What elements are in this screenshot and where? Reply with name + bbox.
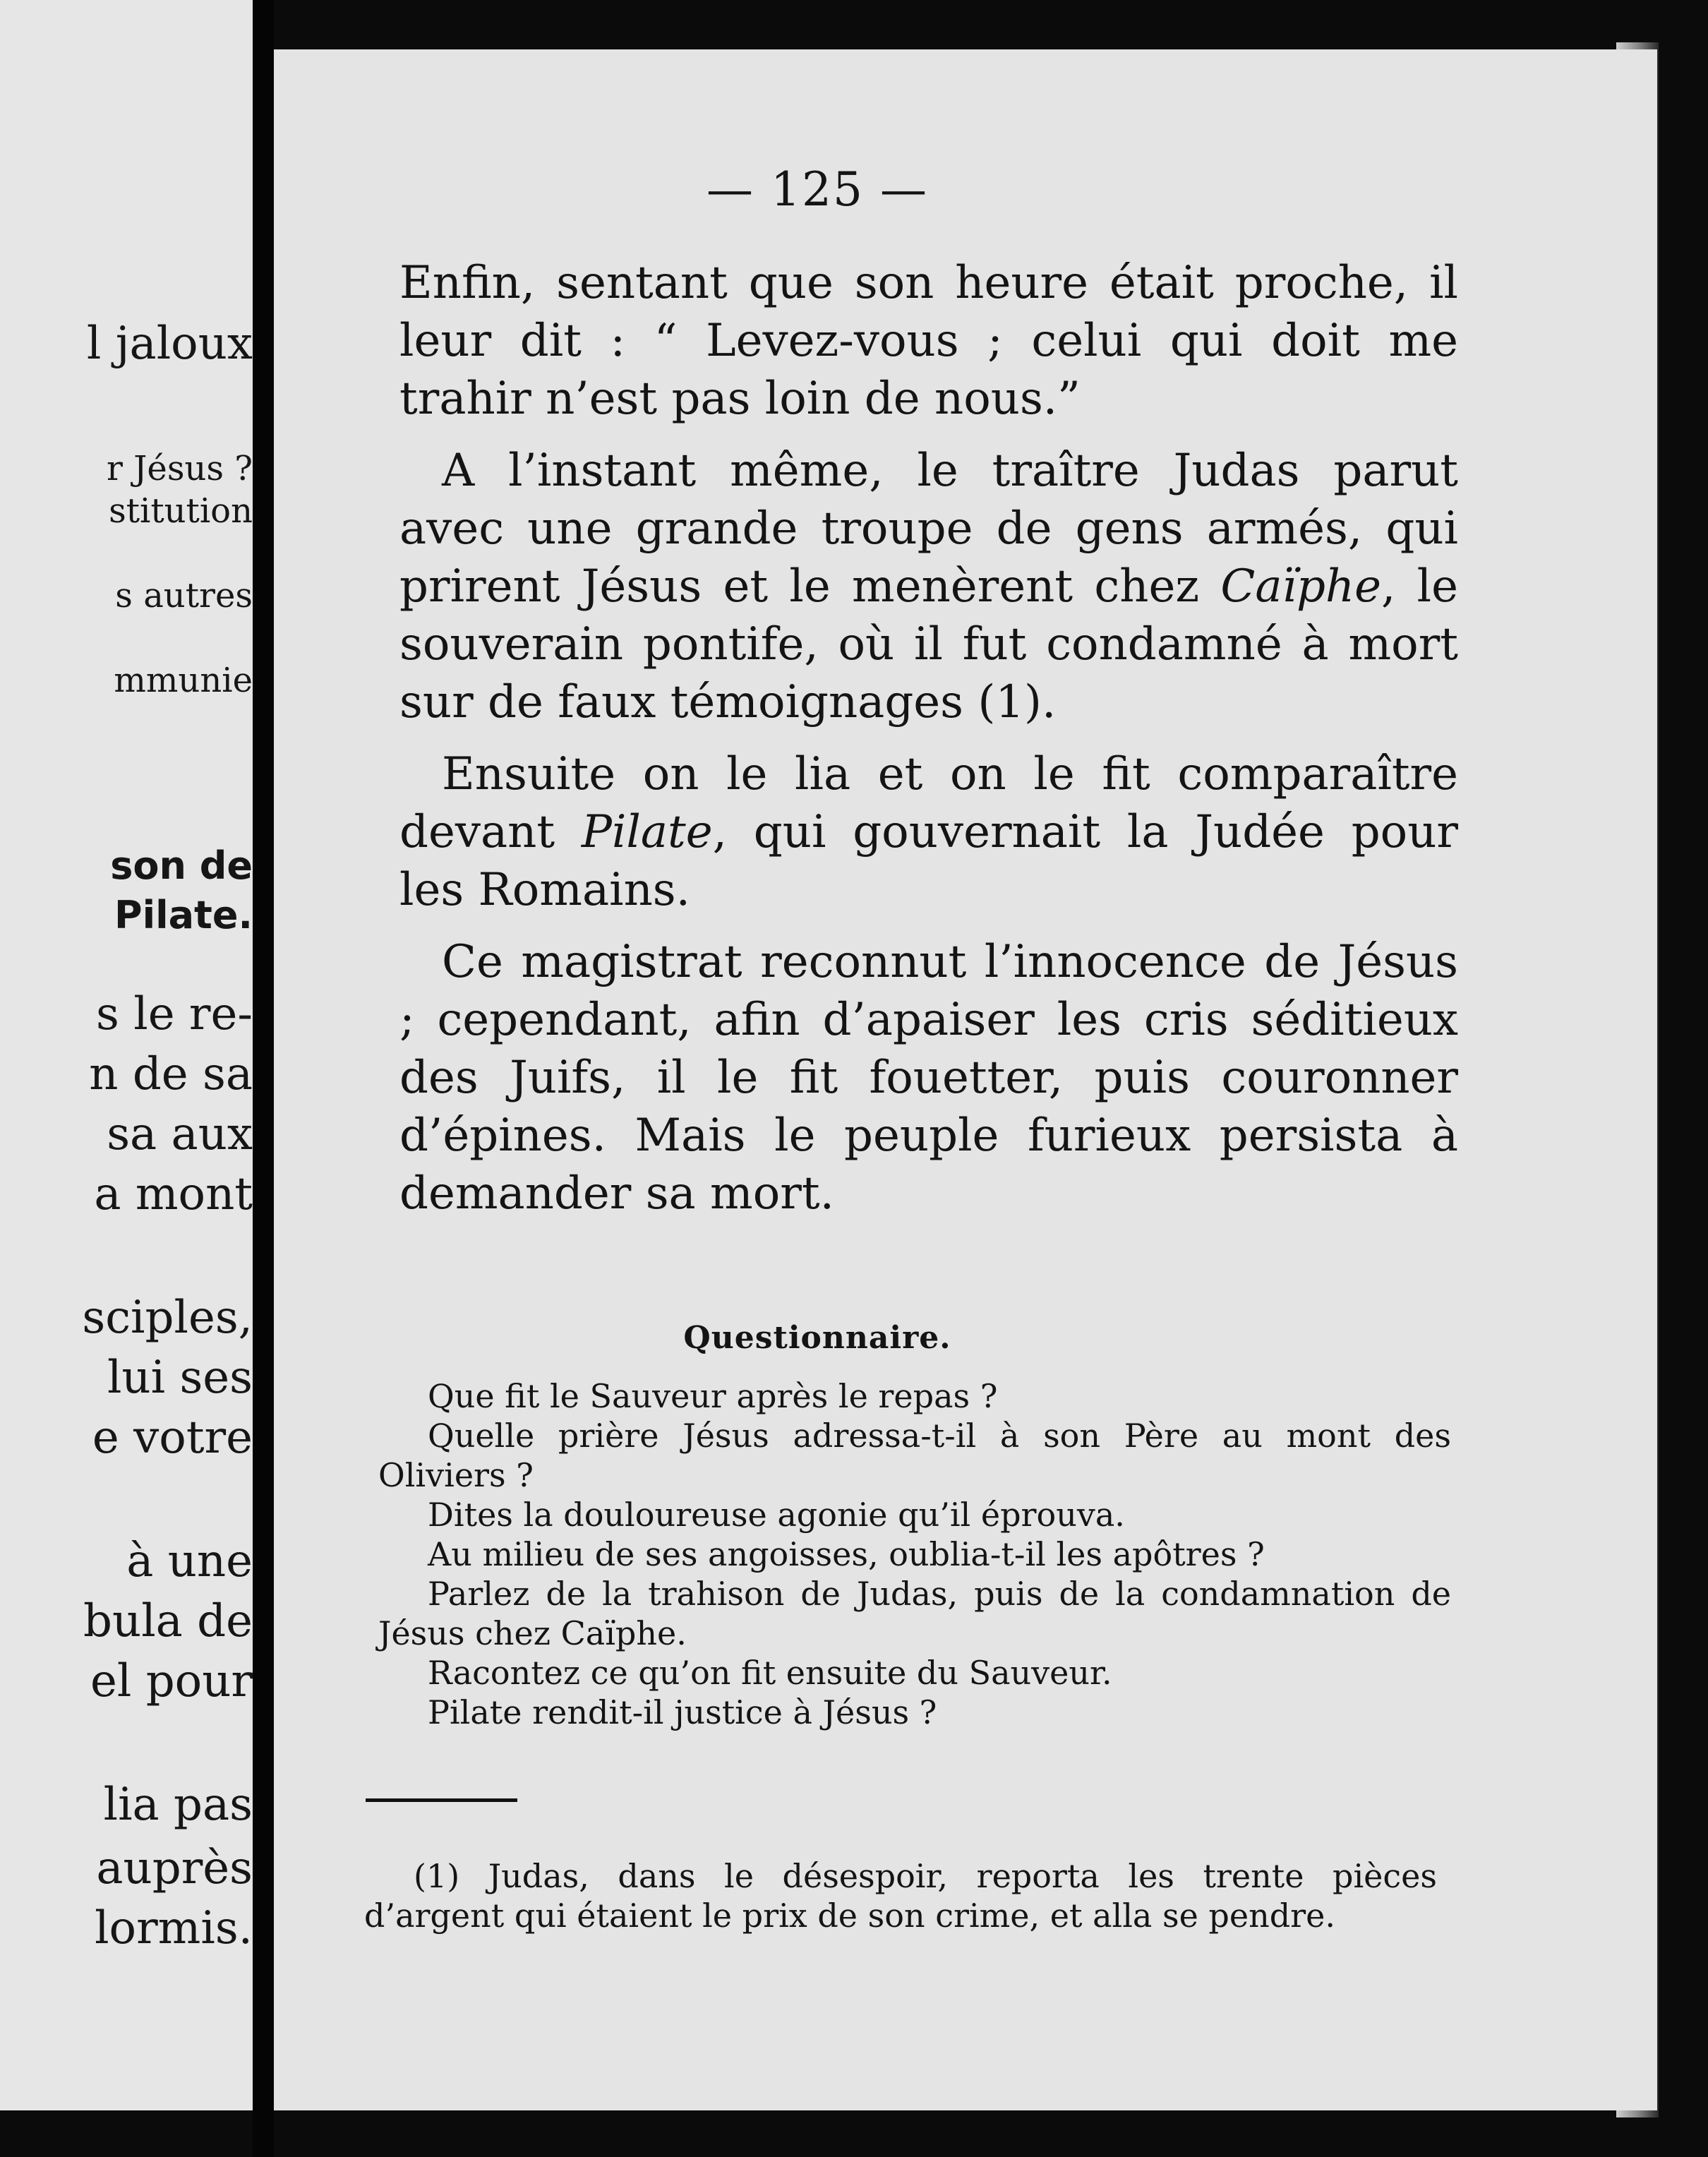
previous-page-fragment — [0, 0, 253, 2110]
name-pilate: Pilate — [581, 806, 713, 858]
left-page-line: stitution — [109, 491, 253, 531]
paragraph-1: Enfin, sentant que son heure était proche, il leur dit : “ Levez-vous ; celui qui doit me trahir n’est pas loin de nous.” — [399, 257, 1458, 425]
paragraph-3: Ensuite on le lia et on le fit comparaître devant Pilate, qui gouvernait la Judée pour les Romains. — [399, 748, 1459, 916]
footnote-text: (1) Judas, dans le désespoir, reporta les trente pièces d’argent qui étaient le prix de son crime, et alla se pendre. — [364, 1857, 1437, 1935]
question-item: Au milieu de ses angoisses, oublia-t-il les apôtres ? — [428, 1535, 1265, 1573]
question-item: Pilate rendit-il justice à Jésus ? — [428, 1693, 937, 1731]
questionnaire-title: Questionnaire. — [683, 1320, 951, 1356]
page-125 — [274, 49, 1657, 2110]
question-item: Racontez ce qu’on fit ensuite du Sauveur. — [428, 1654, 1112, 1692]
left-page-line: r Jésus ? — [106, 449, 253, 488]
book-gutter — [253, 0, 274, 2157]
paragraph-4: Ce magistrat reconnut l’innocence de Jésus ; cependant, afin d’apaiser les cris séditieux des Juifs, il le fit fouetter, puis couronner d’épines. Mais le peuple furieux persista à demander sa mort. — [399, 936, 1458, 1220]
left-page-line: s le re- — [96, 988, 253, 1040]
footnote-divider — [366, 1798, 517, 1802]
question-item: Parlez de la trahison de Judas, puis de la condamnation de Jésus chez Caïphe. — [378, 1575, 1451, 1652]
question-item: Dites la douloureuse agonie qu’il éprouva. — [428, 1496, 1125, 1534]
left-page-line: lui ses — [107, 1352, 253, 1404]
left-page-line: l jaloux — [86, 318, 253, 370]
left-page-line: s autres — [115, 576, 253, 615]
left-page-line: bula de — [83, 1595, 253, 1647]
left-page-line: e votre — [92, 1412, 253, 1464]
left-page-line: sciples, — [82, 1292, 253, 1344]
left-page-line: a mont — [94, 1168, 253, 1220]
left-page-line: à une — [126, 1535, 253, 1587]
question-item: Que fit le Sauveur après le repas ? — [428, 1377, 998, 1415]
name-caiphe: Caïphe — [1220, 560, 1382, 613]
questionnaire-list — [378, 1376, 1451, 1732]
left-page-line: n de sa — [89, 1048, 253, 1100]
paragraph-2: A l’instant même, le traître Judas parut avec une grande troupe de gens armés, qui prirent Jésus et le menèrent chez Caïphe, le souverain pontife, où il fut condamné à mort sur de faux témoignages (1). — [399, 445, 1459, 728]
left-page-heading-line: son de — [110, 843, 253, 888]
left-page-line: lormis. — [95, 1902, 253, 1954]
left-page-heading-line: Pilate. — [114, 893, 253, 937]
left-page-line: el pour — [90, 1655, 253, 1707]
page-number: — 125 — — [706, 162, 928, 217]
left-page-line: lia pas — [103, 1779, 253, 1831]
body-text — [399, 254, 1458, 1237]
footnote — [364, 1856, 1437, 1935]
left-page-line: sa aux — [107, 1108, 253, 1160]
question-item: Quelle prière Jésus adressa-t-il à son Père au mont des Oliviers ? — [378, 1417, 1451, 1494]
left-page-line: mmunie — [114, 661, 253, 700]
left-page-line: auprès — [96, 1842, 253, 1894]
